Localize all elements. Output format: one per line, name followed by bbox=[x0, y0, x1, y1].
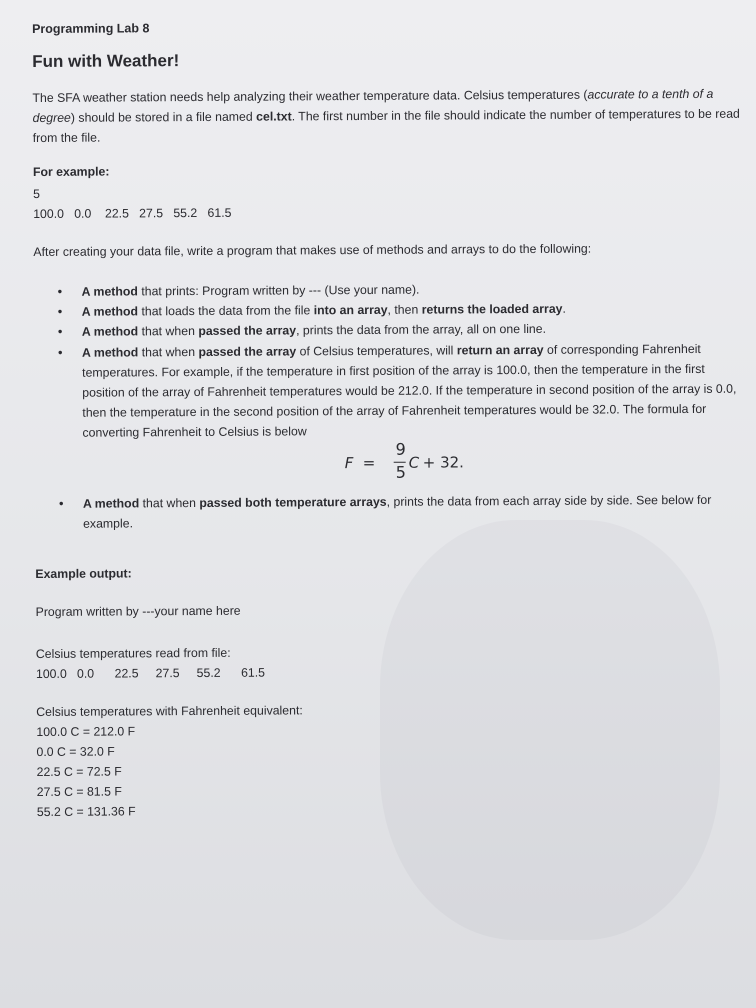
document-body bbox=[32, 18, 749, 822]
intro-part2: ) should be stored in a file named bbox=[70, 109, 257, 125]
method-item-2: • A method that loads the data from the file into an array, then returns the loaded array. bbox=[82, 298, 746, 322]
formula-lhs: F bbox=[344, 453, 354, 472]
output-line: 27.5 C = 81.5 F bbox=[36, 784, 122, 800]
method-item-1: • A method that prints: Program written by --- (Use your name). bbox=[82, 278, 746, 302]
example-output-heading: Example output: bbox=[35, 566, 132, 582]
output-celsius-values: 100.0 0.0 22.5 27.5 55.2 61.5 bbox=[35, 665, 266, 682]
method-item-5: • A method that when passed both temperature arrays, prints the data from each array side by side. See below for example. bbox=[83, 489, 747, 533]
formula-variable: C bbox=[408, 453, 420, 472]
methods-list-continued bbox=[35, 489, 747, 534]
formula-denominator: 5 bbox=[395, 462, 407, 482]
instructions: After creating your data file, write a program that makes use of methods and arrays to do the following: bbox=[33, 241, 592, 259]
output-celsius-heading: Celsius temperatures read from file: bbox=[35, 645, 231, 662]
intro-italic: accurate to a tenth of a degree bbox=[32, 86, 714, 125]
formula-numerator: 9 bbox=[395, 439, 406, 459]
output-line: 22.5 C = 72.5 F bbox=[36, 764, 122, 780]
lab-label: Programming Lab 8 bbox=[32, 21, 150, 36]
output-program-line: Program written by ---your name here bbox=[35, 603, 241, 620]
intro-part1: The SFA weather station needs help analyzing their weather temperature data. Celsius temperatures ( bbox=[32, 87, 588, 105]
methods-list bbox=[34, 278, 747, 444]
example-values: 100.0 0.0 22.5 27.5 55.2 61.5 bbox=[33, 205, 232, 221]
formula-equals: = bbox=[362, 453, 376, 472]
page-title: Fun with Weather! bbox=[32, 51, 180, 71]
example-count: 5 bbox=[33, 186, 40, 201]
method-item-3: • A method that when passed the array, prints the data from the array, all on one line. bbox=[82, 318, 746, 342]
example-label: For example: bbox=[32, 164, 110, 179]
output-line: 100.0 C = 212.0 F bbox=[36, 724, 136, 740]
conversion-formula bbox=[35, 439, 747, 485]
intro-paragraph bbox=[32, 84, 744, 148]
intro-part3: . The first number in the file should indicate the number of temperatures to be read from the file. bbox=[32, 106, 740, 145]
output-fahrenheit-heading: Celsius temperatures with Fahrenheit equivalent: bbox=[36, 703, 303, 720]
output-line: 0.0 C = 32.0 F bbox=[36, 744, 115, 760]
formula-rest: + 32. bbox=[422, 452, 464, 472]
intro-filename: cel.txt bbox=[256, 109, 292, 124]
method-item-4: • A method that when passed the array of Celsius temperatures, will return an array of corresponding Fahrenheit temperatures. For example, if the temperature in first position of the array is 100.0, then the temperature in the first position of the array of Fahrenheit temperatures would be 212.0. If the temperature in second position of the array is 0.0, then the temperature in the second position of the array of Fahrenheit temperatures would be 32.0. The formula for converting Fahrenheit to Celsius is below bbox=[82, 338, 747, 443]
output-line: 55.2 C = 131.36 F bbox=[36, 804, 136, 820]
